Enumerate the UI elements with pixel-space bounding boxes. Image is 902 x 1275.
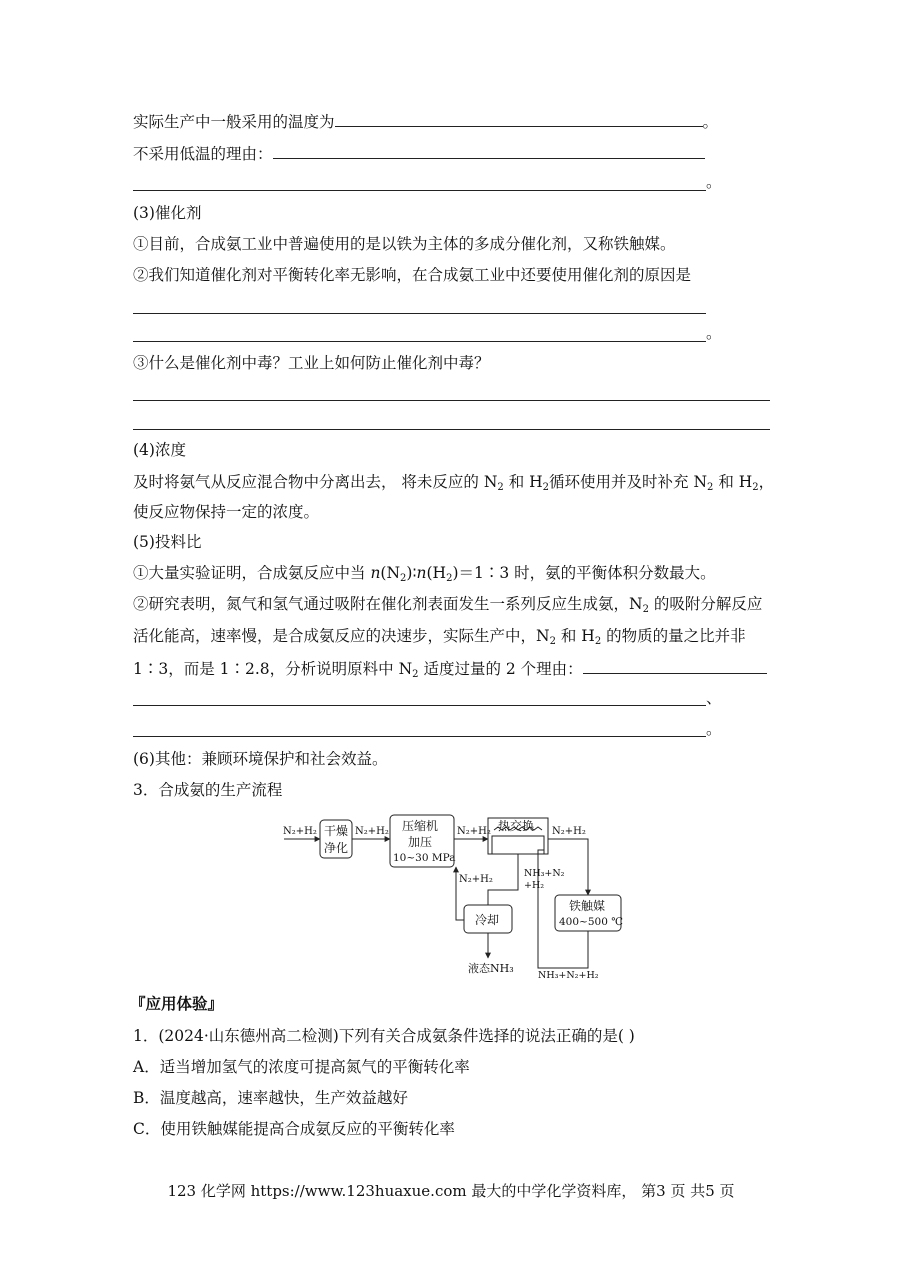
option-b[interactable]: B．温度越高，速率越快，生产效益越好: [133, 1089, 408, 1107]
text-segment: )＝1∶3 时，氨的平衡体积分数最大。: [452, 564, 716, 582]
subscript: 2: [542, 482, 550, 493]
subscript: 2: [642, 604, 649, 615]
ratio-point-1: [133, 563, 716, 583]
temp-label: 实际生产中一般采用的温度为: [133, 113, 335, 131]
heat-exchange-label: 热交换: [498, 819, 535, 833]
text-segment: ，: [758, 473, 775, 491]
subscript: 2: [752, 482, 759, 493]
application-title: 『应用体验』: [130, 995, 224, 1013]
text-segment: 1∶3，而是 1∶2.8，分析说明原料中 N: [133, 660, 413, 678]
subscript: 2: [707, 482, 714, 493]
answer-line[interactable]: [133, 190, 706, 191]
after-comp-label: N₂+H₂: [457, 826, 491, 837]
heat-exchange-inner: [492, 836, 544, 854]
pressure-range-label: 10~30 MPa: [393, 852, 456, 864]
concentration-text: [133, 472, 774, 492]
option-a[interactable]: A．适当增加氢气的浓度可提高氮气的平衡转化率: [133, 1058, 470, 1076]
concentration-text-2: 使反应物保持一定的浓度。: [133, 503, 320, 521]
answer-blank[interactable]: [273, 142, 705, 159]
section-3-title: (3)催化剂: [133, 204, 202, 222]
answer-line[interactable]: [133, 705, 706, 706]
answer-blank[interactable]: [583, 657, 767, 674]
text-segment: 和 H: [555, 627, 595, 645]
liquid-ammonia-label: 液态NH₃: [468, 962, 514, 975]
catalyst-point-2: ②我们知道催化剂对平衡转化率无影响，在合成氨工业中还要使用催化剂的原因是: [133, 266, 692, 284]
purify-label: 净化: [324, 841, 349, 855]
italic-n: n: [370, 564, 381, 582]
bottom-mix-label: NH₃+N₂+H₂: [538, 970, 599, 980]
text-segment: (N: [380, 564, 401, 582]
ratio-point-2-cont: [133, 626, 746, 646]
period: 。: [706, 720, 722, 738]
catalyst-point-1: ①目前，合成氨工业中普遍使用的是以铁为主体的多成分催化剂，又称铁触媒。: [133, 235, 676, 253]
period: 。: [702, 113, 719, 131]
option-c[interactable]: C．使用铁触媒能提高合成氨反应的平衡转化率: [133, 1120, 455, 1138]
subscript: 2: [594, 636, 602, 647]
compressor-label: 压缩机: [402, 819, 439, 833]
section-4-title: (4)浓度: [133, 441, 186, 459]
ammonia-process-flow-diagram: [280, 810, 625, 980]
section-5-title: (5)投料比: [133, 533, 202, 551]
subscript: 2: [549, 636, 556, 647]
italic-n: n: [416, 564, 427, 582]
low-temp-label: 不采用低温的理由：: [133, 145, 273, 163]
period: 。: [706, 173, 722, 191]
text-segment: 的物质的量之比并非: [601, 627, 746, 645]
subscript: 2: [412, 669, 419, 680]
text-segment: 和 H: [503, 473, 543, 491]
catalyst-label: 铁触媒: [569, 899, 606, 913]
answer-blank[interactable]: [335, 110, 703, 127]
after-dry-label: N₂+H₂: [355, 826, 389, 837]
text-segment: 活化能高，速率慢，是合成氨反应的决速步，实际生产中，N: [133, 627, 550, 645]
text-segment: (H: [426, 564, 447, 582]
period: 。: [706, 324, 722, 342]
answer-line[interactable]: [133, 429, 770, 430]
section-6: (6)其他：兼顾环境保护和社会效益。: [133, 750, 388, 768]
after-hx-label: N₂+H₂: [552, 826, 586, 837]
subscript: 2: [497, 482, 504, 493]
temperature-line: [133, 110, 718, 132]
subscript: 2: [400, 573, 407, 584]
text-segment: 及时将氨气从反应混合物中分离出去， 将未反应的 N: [133, 473, 498, 491]
answer-line[interactable]: [133, 341, 706, 342]
catalyst-point-3: ③什么是催化剂中毒？工业上如何防止催化剂中毒？: [133, 354, 490, 372]
answer-line[interactable]: [133, 313, 706, 314]
text-segment: 适度过量的 2 个理由：: [418, 660, 583, 678]
page-footer: 123 化学网 https://www.123huaxue.com 最大的中学化学资料库， 第3 页 共5 页: [167, 1182, 735, 1200]
low-temp-line: [133, 142, 705, 164]
pressurize-label: 加压: [408, 835, 433, 849]
text-segment: ①大量实验证明，合成氨反应中当: [133, 564, 371, 582]
nh3-mix-label-1: NH₃+N₂: [524, 868, 565, 879]
recycle-label: N₂+H₂: [459, 874, 493, 885]
text-segment: 的吸附分解反应: [648, 595, 763, 613]
subscript: 2: [446, 573, 453, 584]
answer-line[interactable]: [133, 400, 770, 401]
ratio-point-2: [133, 594, 762, 614]
text-segment: 循环使用并及时补充 N: [549, 473, 708, 491]
text-segment: 和 H: [713, 473, 753, 491]
text-segment: )∶: [406, 564, 417, 582]
comma: 、: [706, 689, 722, 707]
cooler-label: 冷却: [475, 913, 500, 927]
catalyst-temp-label: 400~500 ℃: [559, 916, 623, 928]
text-segment: ②研究表明，氮气和氢气通过吸附在催化剂表面发生一系列反应生成氨，N: [133, 595, 643, 613]
flow-input-label: N₂+H₂: [283, 826, 317, 837]
nh3-mix-label-2: +H₂: [524, 880, 545, 891]
answer-line[interactable]: [133, 736, 706, 737]
dry-label: 干燥: [324, 824, 349, 838]
ratio-point-2-end: [133, 657, 767, 679]
flow-section-title: 3．合成氨的生产流程: [133, 781, 283, 799]
question-1: 1．(2024·山东德州高二检测)下列有关合成氨条件选择的说法正确的是( ): [133, 1027, 635, 1045]
